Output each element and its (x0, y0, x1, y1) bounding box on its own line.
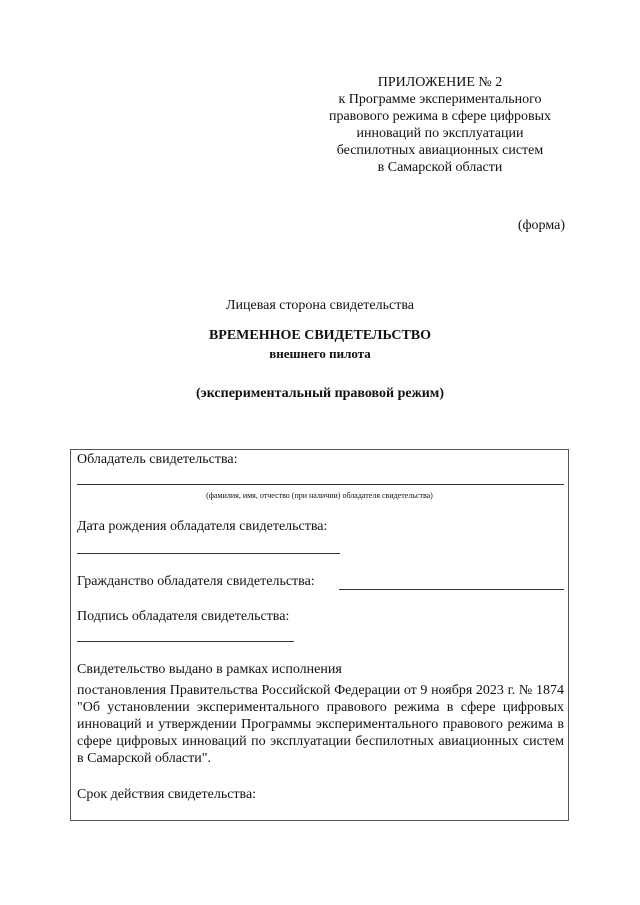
certificate-frame (70, 449, 569, 821)
birth-date-label: Дата рождения обладателя свидетельства: (77, 519, 328, 534)
signature-label: Подпись обладателя свидетельства: (77, 609, 290, 624)
signature-line[interactable] (77, 641, 294, 642)
regime-caption: (экспериментальный правовой режим) (195, 386, 444, 401)
document-subtitle: внешнего пилота (269, 346, 371, 361)
appendix-line: в Самарской области (377, 160, 503, 175)
form-label: (форма) (517, 218, 565, 233)
appendix-line: инноваций по эксплуатации (356, 126, 524, 141)
citizenship-line[interactable] (339, 589, 564, 590)
issued-label: Свидетельство выдано в рамках исполнения (77, 662, 342, 677)
document-title: ВРЕМЕННОЕ СВИДЕТЕЛЬСТВО (208, 328, 432, 343)
validity-label: Срок действия свидетельства: (77, 787, 257, 802)
citizenship-label: Гражданство обладателя свидетельства: (77, 574, 315, 589)
appendix-number: ПРИЛОЖЕНИЕ № 2 (377, 75, 503, 90)
appendix-line: к Программе экспериментального (338, 92, 542, 107)
side-caption: Лицевая сторона свидетельства (226, 298, 414, 313)
appendix-header (300, 74, 580, 176)
birth-date-line[interactable] (77, 553, 340, 554)
holder-hint: (фамилия, имя, отчество (при наличии) обладателя свидетельства) (206, 491, 433, 500)
holder-name-line[interactable] (77, 484, 564, 485)
holder-label: Обладатель свидетельства: (77, 452, 238, 467)
issued-basis-text: постановления Правительства Российской Федерации от 9 ноября 2023 г. № 1874 "Об установлении экспериментального правового режима в сфере цифровых инноваций и утверждении Программы экспериментального правового режима в сфере цифровых инноваций по эксплуатации беспилотных авиационных систем в Самарской области". (77, 683, 564, 766)
appendix-line: беспилотных авиационных систем (336, 143, 544, 158)
appendix-line: правового режима в сфере цифровых (328, 109, 552, 124)
